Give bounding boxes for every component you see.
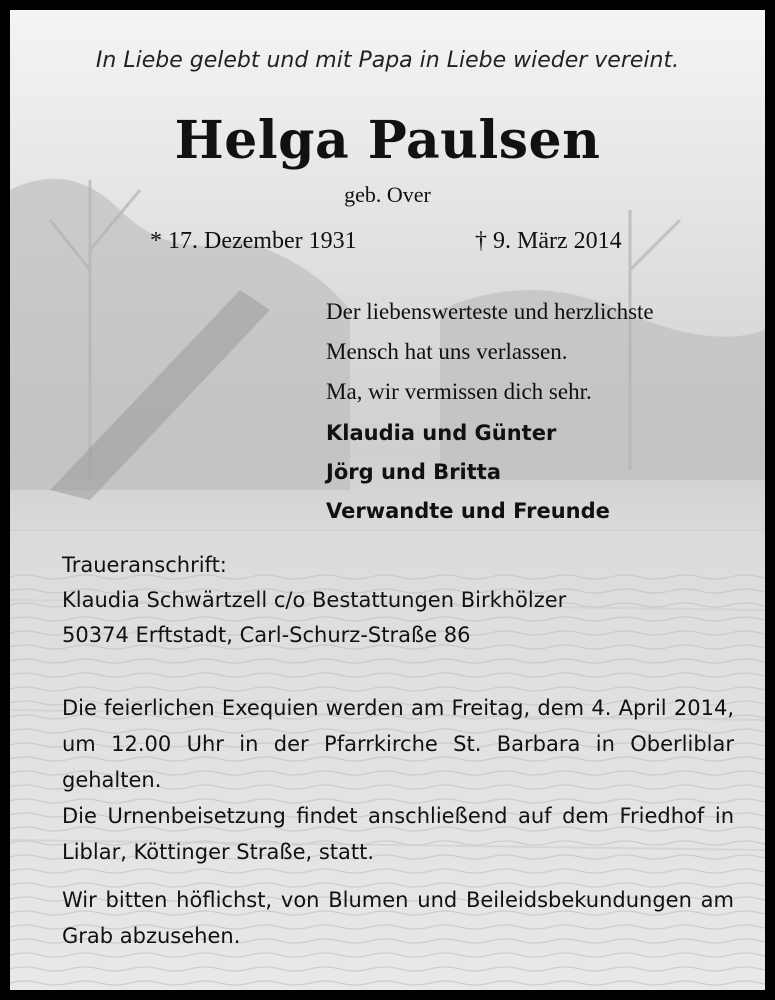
funeral-details: Die feierlichen Exequien werden am Freitag, dem 4. April 2014, um 12.00 Uhr in der Pfarrkirche St. Barbara in Oberliblar gehalten. [62,696,734,792]
mourner-name: Klaudia und Günter [326,421,557,445]
quote-line: Mensch hat uns verlassen. [326,339,568,364]
maiden-name: geb. Over [344,182,431,207]
mourners-list [326,414,746,531]
condolence-address [62,548,742,653]
service-information [62,690,734,954]
memorial-motto: In Liebe gelebt und mit Papa in Liebe wieder vereint. [95,48,680,73]
quote-line: Der liebenswerteste und herzlichste [326,299,654,324]
address-recipient: Klaudia Schwärtzell c/o Bestattungen Birkhölzer [62,588,567,612]
mourner-name: Jörg und Britta [326,460,501,484]
mourner-name: Verwandte und Freunde [326,499,610,523]
farewell-quote [326,292,746,412]
address-street: 50374 Erftstadt, Carl-Schurz-Straße 86 [62,623,471,647]
quote-line: Ma, wir vermissen dich sehr. [326,379,592,404]
death-date: † 9. März 2014 [475,228,622,254]
flower-request: Wir bitten höflichst, von Blumen und Beileidsbekundungen am Grab abzusehen. [62,888,734,948]
deceased-name: Helga Paulsen [174,110,601,171]
address-label: Traueranschrift: [62,553,227,577]
notice-content [10,10,765,990]
burial-details: Die Urnenbeisetzung findet anschließend auf dem Friedhof in Liblar, Köttinger Straße, statt. [62,804,734,864]
birth-date: * 17. Dezember 1931 [150,228,357,254]
